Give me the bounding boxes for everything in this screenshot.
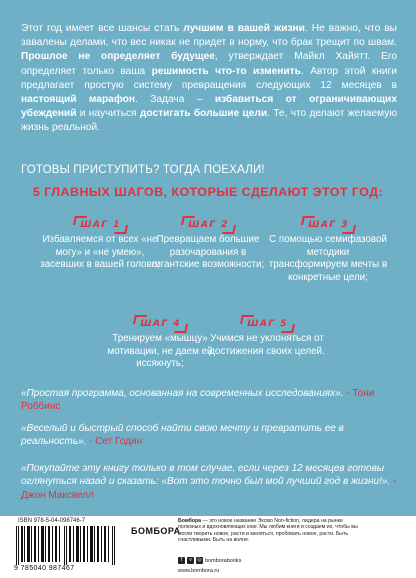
publisher-logo: БОМБОРА: [131, 526, 181, 536]
step-label: ШАГ 2: [183, 219, 232, 231]
step-2: [148, 214, 268, 272]
quote-text: «Простая программа, основанная на современных исследованиях».: [21, 388, 344, 399]
publisher-description-text: — это новое название Эксмо Non-fiction, лидера на рынке полезных и вдохновляющих книг. Мы любим книги и создаем их, чтобы вы могли творить новое, расти и меняться, пробовать новое, расти. Быть счастливыми. Быть на волне.: [178, 518, 358, 544]
step-label: ШАГ 4: [135, 318, 184, 330]
step-label: ШАГ 3: [303, 219, 352, 231]
quote-text: «Веселый и быстрый способ найти свою мечту и превратить ее в реальность».: [21, 423, 344, 448]
barcode-number: 9 785040 987467: [14, 565, 124, 572]
barcode: [14, 526, 120, 570]
social-links: [178, 557, 241, 564]
quote-author: - Джон Максвелл: [21, 476, 397, 501]
intro-bold-best-life: лучшим в вашей жизни: [183, 23, 305, 34]
isbn: ISBN 978-5-04-098746-7: [18, 518, 86, 524]
step-1: [40, 214, 160, 272]
step-text: Превращаем большие разочарования в гигантские возможности;: [151, 234, 265, 271]
steps-title: 5 ГЛАВНЫХ ШАГОВ, КОТОРЫЕ СДЕЛАЮТ ЭТОТ ГОД:: [32, 185, 384, 199]
quote-text: «Покупайте эту книгу только в том случае, если через 12 месяцев готовы оглянуться назад и сказать: «Вот это точно был мой лучший год в жизни!».: [21, 463, 391, 488]
step-text: С помощью семифазовой методики трансформируем мечты в конкретные цели;: [268, 234, 388, 283]
ready-heading: ГОТОВЫ ПРИСТУПИТЬ? ТОГДА ПОЕХАЛИ!: [21, 164, 265, 176]
quote-godin: [21, 422, 397, 449]
step-text: Учимся не уклоняться от достижения своих целей.: [209, 333, 325, 357]
publisher-description: [178, 518, 358, 544]
intro-text: . Те, что делают желаемую жизнь реальной.: [21, 108, 398, 134]
publisher-website[interactable]: www.bombora.ru: [178, 568, 220, 574]
step-4: [100, 313, 220, 371]
quote-author: - Сет Годин: [86, 436, 143, 448]
publisher-bar: [0, 516, 416, 578]
step-text: Тренируем «мышцу» мотивации, не даем ей иссякнуть;: [107, 333, 213, 370]
instagram-icon[interactable]: ◎: [197, 557, 202, 563]
vk-icon[interactable]: v: [187, 557, 194, 564]
intro-bold-past: Прошлое не определяет будущее: [21, 51, 215, 63]
intro-text: . Задача –: [135, 94, 215, 106]
step-label: ШАГ 5: [242, 318, 291, 330]
facebook-icon[interactable]: f: [178, 557, 185, 564]
step-label: ШАГ 1: [75, 219, 124, 231]
intro-bold-beliefs: избавиться от ограничивающих убеждений: [21, 94, 397, 120]
step-5: [207, 313, 327, 358]
intro-text: , утверждает Майкл Хайятт. Его определяет только ваша: [21, 51, 397, 77]
intro-paragraph: [21, 22, 397, 136]
quote-maxwell: [21, 462, 397, 502]
publisher-name: Бомбора: [178, 518, 202, 524]
intro-bold-marathon: настоящий марафон: [21, 94, 135, 106]
step-text: Избавляемся от всех «не могу» и «не умею», засевших в вашей голове;: [40, 234, 160, 271]
social-handle[interactable]: bomborabooks: [205, 557, 242, 564]
intro-text: . Автор этой книги предлагает простую систему превращения следующих 12 месяцев в: [21, 65, 397, 91]
intro-text: и научиться: [76, 108, 140, 120]
intro-text: . Не важно, что вы завалены делами, что вес никак не придет в норму, что брак трещит по швам.: [21, 23, 397, 49]
quote-author: - Тони Роббинс: [21, 388, 375, 413]
intro-text: Этот год имеет все шансы стать: [21, 23, 184, 34]
intro-bold-goals: достигать большие цели: [139, 108, 268, 120]
intro-bold-determination: решимость что-то изменить: [151, 65, 301, 77]
step-3: [268, 214, 388, 284]
quote-robbins: [21, 387, 397, 414]
